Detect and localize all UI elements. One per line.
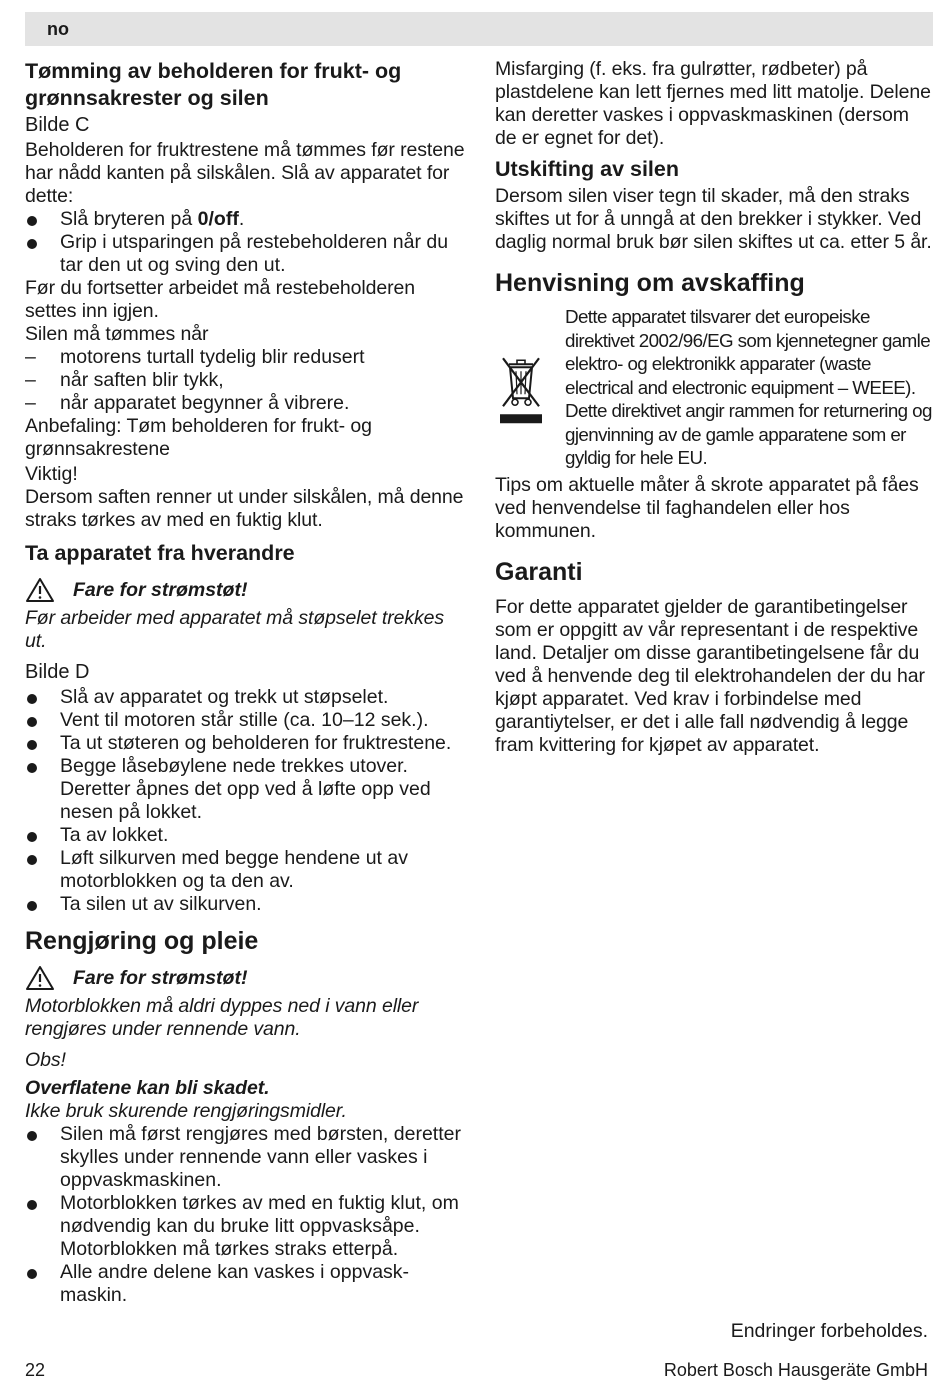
changes-reserved-note: Endringer forbeholdes. bbox=[730, 1320, 928, 1342]
list-item: – motorens turtall tydelig blir redusert bbox=[25, 346, 465, 369]
paragraph-discoloration: Misfarging (f. eks. fra gulrøtter, rødbeter) på plastdelene kan lett fjernes med litt matolje. Delene kan deretter vaskes i oppvaskmaskinen (dersom de er egnet for det). bbox=[495, 58, 931, 149]
list-item: Slå av apparatet og trekk ut støpselet. bbox=[25, 686, 465, 709]
section-title-disposal: Henvisning om avskaffing bbox=[495, 269, 805, 297]
page-number: 22 bbox=[25, 1360, 46, 1380]
paragraph-reinsert: Før du fortsetter arbeidet må restebeholderen settes inn igjen. bbox=[25, 277, 416, 322]
emptying-steps-list bbox=[25, 208, 465, 277]
list-item: Vent til motoren står stille (ca. 10–12 sek.). bbox=[25, 709, 465, 732]
section-title-warranty: Garanti bbox=[495, 557, 583, 586]
cleaning-steps-list bbox=[25, 1123, 465, 1307]
figure-ref-d: Bilde D bbox=[25, 661, 90, 683]
disassembly-steps-list bbox=[25, 686, 465, 916]
section-title-disassembly: Ta apparatet fra hverandre bbox=[25, 541, 295, 565]
warning-title: Fare for strømstøt! bbox=[73, 967, 248, 989]
empty-conditions-list bbox=[25, 346, 465, 415]
warning-triangle-icon bbox=[25, 965, 55, 991]
list-item: Alle andre delene kan vaskes i oppvaskmaskin. bbox=[25, 1261, 465, 1307]
list-item: Silen må først rengjøres med børsten, deretter skylles under rennende vann eller vaskes i oppvaskmaskinen. bbox=[25, 1123, 465, 1192]
weee-notice bbox=[495, 305, 935, 470]
list-item: Slå bryteren på 0/off. bbox=[25, 208, 465, 231]
warning-electric-shock bbox=[25, 577, 465, 603]
list-item: Ta ut støteren og beholderen for fruktrestene. bbox=[25, 732, 465, 755]
company-name: Robert Bosch Hausgeräte GmbH bbox=[663, 1360, 928, 1380]
obs-text: Ikke bruk skurende rengjøringsmidler. bbox=[25, 1100, 347, 1122]
obs-label: Obs! bbox=[25, 1049, 66, 1071]
paragraph-recommendation: Anbefaling: Tøm beholderen for frukt- og grønnsakrestene bbox=[25, 415, 372, 460]
weee-text: Dette apparatet tilsvarer det europeiske direktivet 2002/96/EG som kjennetegner gamle elektro- og elektronikk apparater (waste electrical and electronic equipment – WEEE). Dette direktivet angir rammen for returnering og gjenvinning av de gamle apparatene som er gyldig for hele EU. bbox=[565, 306, 932, 468]
warning-electric-shock-cleaning bbox=[25, 965, 465, 991]
figure-ref-c: Bilde C bbox=[25, 114, 90, 136]
paragraph-disposal-tips: Tips om aktuelle måter å skrote apparatet på fåes ved henvendelse til faghandelen eller hos kommunen. bbox=[495, 473, 919, 542]
obs-title: Overflatene kan bli skadet. bbox=[25, 1077, 270, 1099]
language-code: no bbox=[47, 19, 69, 39]
warning-title: Fare for strømstøt! bbox=[73, 579, 248, 601]
list-item: Løft silkurven med begge hendene ut av motorblokken og ta den av. bbox=[25, 847, 465, 893]
section-title-emptying: Tømming av beholderen for frukt- og grønnsakrester og silen bbox=[25, 59, 402, 110]
paragraph-juice-overflow: Dersom saften renner ut under silskålen, må denne straks tørkes av med en fuktig klut. bbox=[25, 486, 464, 531]
list-item: Ta av lokket. bbox=[25, 824, 465, 847]
language-header-bar bbox=[25, 12, 933, 46]
warning-text-unplug: Før arbeider med apparatet må støpselet trekkes ut. bbox=[25, 607, 445, 652]
list-item: Motorblokken tørkes av med en fuktig klut, om nødvendig kan du bruke litt oppvasksåpe. Motorblokken må tørkes straks etterpå. bbox=[25, 1192, 465, 1261]
list-item: Grip i utsparingen på restebeholderen når du tar den ut og sving den ut. bbox=[25, 231, 465, 277]
left-column bbox=[25, 58, 465, 1307]
paragraph-warranty: For dette apparatet gjelder de garantibetingelser som er oppgitt av vår representant i de respektive land. Detaljer om disse garantibetingelsene får du ved å henvende deg til elektrohandelen der du har kjøpt apparatet. Ved krav i forbindelse med garantiytelser, er det i alle fall nødvendig å legge fram kvittering for kjøpet av apparatet. bbox=[495, 595, 925, 756]
list-item: – når saften blir tykk, bbox=[25, 369, 465, 392]
crossed-bin-icon bbox=[495, 309, 547, 470]
paragraph-replace-sieve: Dersom silen viser tegn til skader, må den straks skiftes ut for å unngå at den brekker i stykker. Ved daglig normal bruk bør silen skiftes ut ca. etter 5 år. bbox=[495, 185, 932, 253]
list-item: Ta silen ut av silkurven. bbox=[25, 893, 465, 916]
list-item: – når apparatet begynner å vibrere. bbox=[25, 392, 465, 415]
important-label: Viktig! bbox=[25, 463, 78, 485]
warning-triangle-icon bbox=[25, 577, 55, 603]
section-title-cleaning: Rengjøring og pleie bbox=[25, 927, 259, 955]
list-item: Begge låsebøylene nede trekkes utover. Deretter åpnes det opp ved å løfte opp ved nesen på lokket. bbox=[25, 755, 465, 824]
right-column bbox=[495, 58, 935, 757]
paragraph-when-empty: Silen må tømmes når bbox=[25, 323, 209, 345]
paragraph-emptying-intro: Beholderen for fruktrestene må tømmes før restene har nådd kanten på silskålen. Slå av apparatet for dette: bbox=[25, 139, 465, 207]
warning-text-water: Motorblokken må aldri dyppes ned i vann eller rengjøres under rennende vann. bbox=[25, 995, 419, 1040]
section-title-replace-sieve: Utskifting av silen bbox=[495, 157, 679, 181]
